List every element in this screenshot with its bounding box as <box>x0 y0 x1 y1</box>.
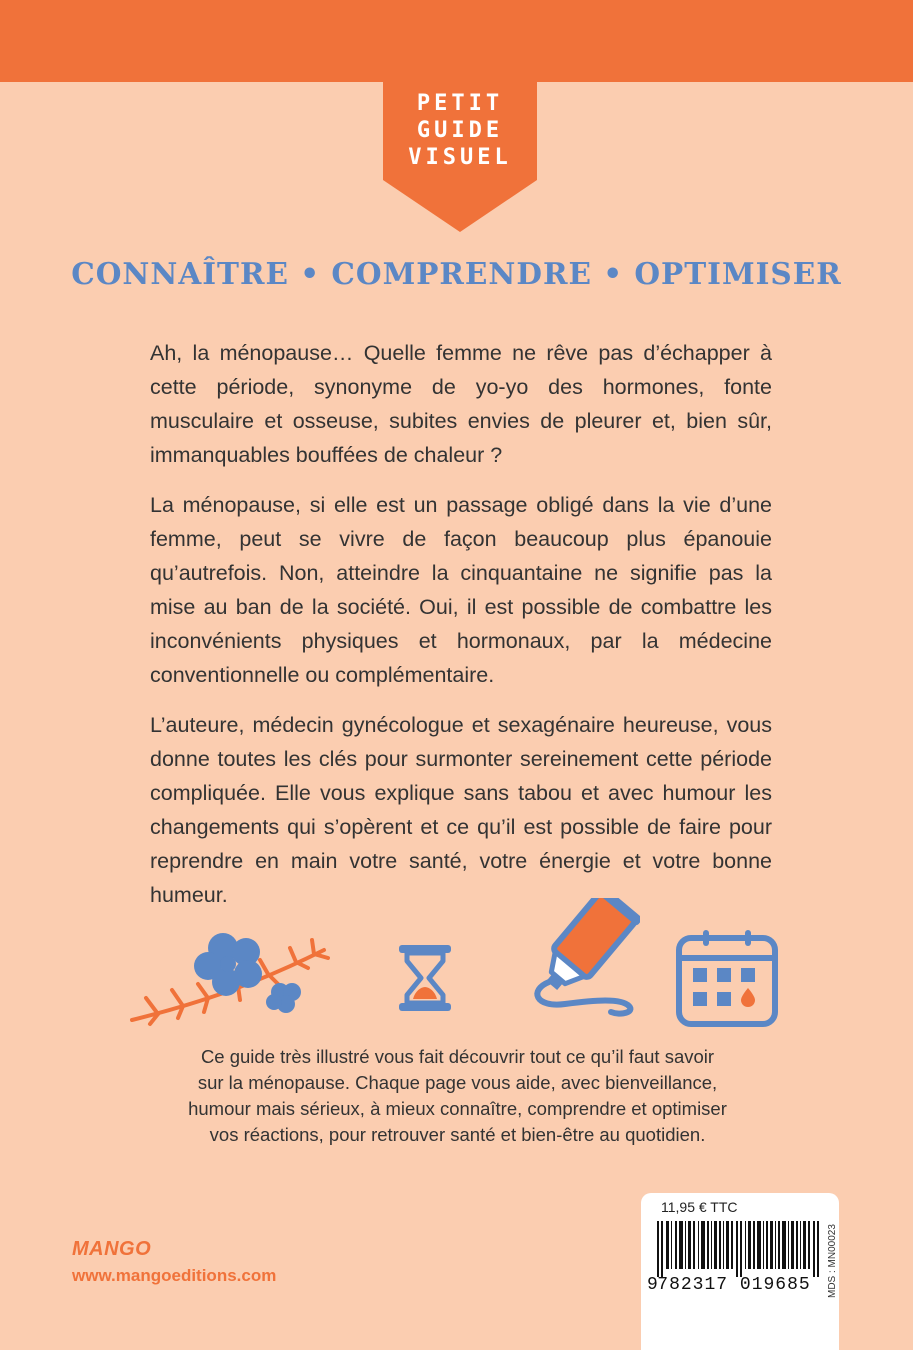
flower-branch-icon <box>128 928 338 1028</box>
hourglass-icon <box>397 943 453 1013</box>
isbn-digits: 782317 019685 <box>657 1275 811 1295</box>
tagline: CONNAÎTRE • COMPRENDRE • OPTIMISER <box>71 256 842 291</box>
series-title-line: GUIDE <box>416 118 504 143</box>
publisher-block <box>72 1237 276 1289</box>
series-title-line: PETIT <box>416 91 504 116</box>
cream-tube-icon <box>525 898 640 1018</box>
series-title <box>383 90 537 171</box>
summary-line: sur la ménopause. Chaque page vous aide, avec bienveillance, <box>197 1072 718 1093</box>
barcode-bars <box>657 1221 821 1277</box>
series-title-line: VISUEL <box>408 145 512 170</box>
summary-line: Ce guide très illustré vous fait découvrir tout ce qu’il faut savoir <box>200 1046 715 1067</box>
price-label: 11,95 € TTC <box>661 1199 738 1215</box>
barcode-label <box>641 1193 839 1350</box>
summary-line: vos réactions, pour retrouver santé et bien-être au quotidien. <box>209 1124 706 1145</box>
publisher-website: www.mangoeditions.com <box>72 1266 277 1285</box>
description-paragraph: L’auteure, médecin gynécologue et sexagénaire heureuse, vous donne toutes les clés pour surmonter sereinement cette période compliquée. Elle vous explique sans tabou et avec humour les changements qui s’opèrent et ce qu’il est possible de faire pour reprendre en main votre santé, votre énergie et votre bonne humeur. <box>150 713 772 907</box>
description-paragraph: Ah, la ménopause… Quelle femme ne rêve pas d’échapper à cette période, synonyme de yo-yo des hormones, fonte musculaire et osseuse, subites envies de pleurer et, bien sûr, immanquables bouffées de chaleur ? <box>150 341 772 467</box>
description-paragraph: La ménopause, si elle est un passage obligé dans la vie d’une femme, peut se vivre de façon beaucoup plus épanouie qu’autrefois. Non, atteindre la cinquantaine ne signifie pas la mise au ban de la société. Oui, il est possible de combattre les inconvénients physiques et hormonaux, par la médecine conventionnelle ou complémentaire. <box>150 493 772 687</box>
isbn-prefix: 9 <box>647 1275 659 1295</box>
publisher-logo: MANGO <box>72 1238 152 1260</box>
isbn-number <box>649 1275 819 1295</box>
product-code: MDS : MN00023 <box>827 1224 838 1298</box>
summary-line: humour mais sérieux, à mieux connaître, comprendre et optimiser <box>188 1098 727 1119</box>
back-cover-description <box>150 336 772 928</box>
series-banner <box>383 82 537 232</box>
summary-text <box>160 1044 755 1148</box>
calendar-icon <box>675 928 779 1028</box>
top-color-band <box>0 0 913 82</box>
